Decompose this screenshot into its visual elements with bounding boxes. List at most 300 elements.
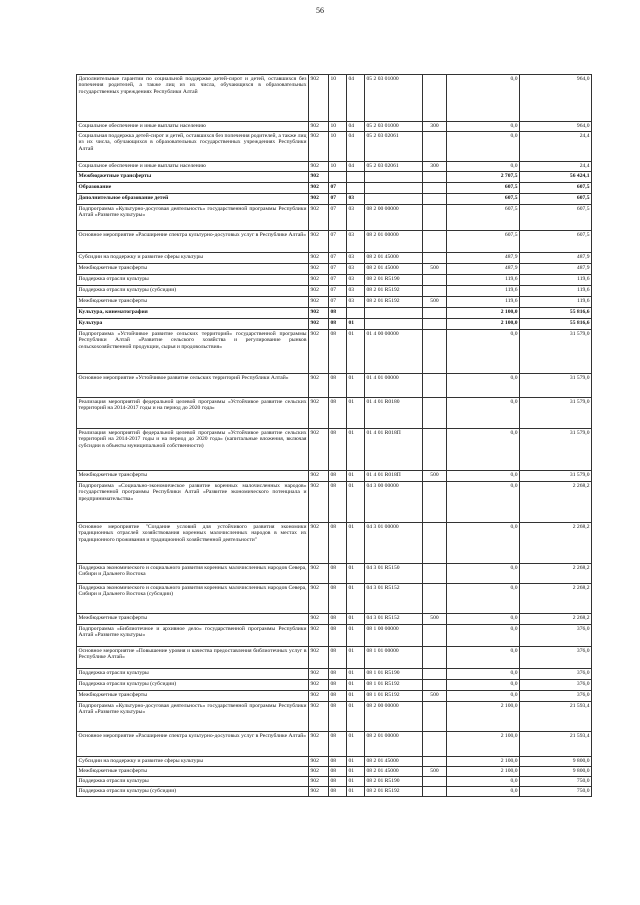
row-name: Межбюджетные трансферты xyxy=(77,172,309,183)
row-name: Субсидии на поддержку и развитие сферы культуры xyxy=(77,757,309,767)
row-pr: 01 xyxy=(347,777,365,787)
row-csr: 04 3 01 R5150 xyxy=(365,564,423,584)
row-amount-2: 607,5 xyxy=(520,205,592,231)
row-vr xyxy=(423,183,447,194)
row-ved: 902 xyxy=(309,275,329,286)
row-ved: 902 xyxy=(309,319,329,330)
row-amount-1: 0,0 xyxy=(447,669,520,680)
row-name: Межбюджетные трансферты xyxy=(77,767,309,777)
row-name: Поддержка экономического и социального развития коренных малочисленных народов Севера, Сибири и Дальнего Востока (субсидии) xyxy=(77,584,309,614)
row-pr: 01 xyxy=(347,691,365,702)
row-vr xyxy=(423,625,447,647)
row-amount-2: 21 593,4 xyxy=(520,732,592,757)
row-rz: 08 xyxy=(329,625,347,647)
row-rz: 07 xyxy=(329,231,347,253)
row-amount-1: 0,0 xyxy=(447,625,520,647)
row-name: Культура, кинематография xyxy=(77,308,309,319)
row-amount-1: 0,0 xyxy=(447,162,520,172)
row-rz: 07 xyxy=(329,264,347,275)
row-ved: 902 xyxy=(309,205,329,231)
row-pr: 01 xyxy=(347,471,365,482)
row-ved: 902 xyxy=(309,669,329,680)
table-row xyxy=(77,286,592,297)
row-rz: 08 xyxy=(329,308,347,319)
row-pr: 04 xyxy=(347,162,365,172)
row-amount-2: 2 268,2 xyxy=(520,584,592,614)
row-csr: 08 1 00 00000 xyxy=(365,625,423,647)
row-csr: 04 3 00 00000 xyxy=(365,482,423,523)
row-vr: 500 xyxy=(423,691,447,702)
row-ved: 902 xyxy=(309,523,329,564)
row-rz: 08 xyxy=(329,584,347,614)
row-csr: 08 2 01 R5192 xyxy=(365,297,423,308)
row-rz: 08 xyxy=(329,482,347,523)
row-csr: 05 2 03 02061 xyxy=(365,162,423,172)
row-rz: 08 xyxy=(329,398,347,429)
row-amount-2: 2 268,2 xyxy=(520,482,592,523)
row-name: Реализация мероприятий федеральной целевой программы «Устойчивое развитие сельских территорий на 2014-2017 годы и на период до 2020 года» xyxy=(77,398,309,429)
row-vr xyxy=(423,75,447,122)
row-csr: 08 1 01 R5192 xyxy=(365,680,423,691)
row-amount-1: 0,0 xyxy=(447,482,520,523)
row-amount-2: 31 579,0 xyxy=(520,330,592,374)
row-rz: 08 xyxy=(329,767,347,777)
row-amount-2: 964,0 xyxy=(520,75,592,122)
row-pr: 03 xyxy=(347,231,365,253)
table-row xyxy=(77,564,592,584)
table-row xyxy=(77,205,592,231)
row-name: Основное мероприятие «Повышение уровня и качества предоставления библиотечных услуг в Республике Алтай» xyxy=(77,647,309,669)
row-amount-2: 31 579,0 xyxy=(520,398,592,429)
row-csr: 05 2 03 02061 xyxy=(365,132,423,162)
row-pr: 03 xyxy=(347,286,365,297)
table-row xyxy=(77,471,592,482)
row-csr: 01 4 01 R0180 xyxy=(365,398,423,429)
table-row xyxy=(77,308,592,319)
row-vr xyxy=(423,482,447,523)
row-amount-1: 487,9 xyxy=(447,253,520,264)
row-amount-1: 2 100,0 xyxy=(447,732,520,757)
row-pr: 03 xyxy=(347,194,365,205)
row-csr: 08 2 01 R5190 xyxy=(365,777,423,787)
row-pr: 03 xyxy=(347,275,365,286)
row-pr: 01 xyxy=(347,330,365,374)
row-ved: 902 xyxy=(309,702,329,732)
row-vr xyxy=(423,757,447,767)
table-row xyxy=(77,669,592,680)
row-pr: 01 xyxy=(347,732,365,757)
row-amount-2: 376,0 xyxy=(520,691,592,702)
row-amount-2: 2 268,2 xyxy=(520,614,592,625)
row-name: Основное мероприятие "Создание условий для устойчивого развития экономики традиционных отраслей хозяйствования коренных малочисленных народов в местах их традиционного проживания и традиционной хозяйственной деятельности" xyxy=(77,523,309,564)
row-pr xyxy=(347,183,365,194)
row-rz: 10 xyxy=(329,162,347,172)
row-amount-1: 119,6 xyxy=(447,286,520,297)
row-name: Культура xyxy=(77,319,309,330)
row-amount-2: 119,6 xyxy=(520,275,592,286)
row-ved: 902 xyxy=(309,647,329,669)
row-amount-2: 119,6 xyxy=(520,286,592,297)
row-name: Поддержка отрасли культуры xyxy=(77,777,309,787)
page-number: 56 xyxy=(316,6,324,15)
row-amount-1: 0,0 xyxy=(447,330,520,374)
row-pr: 01 xyxy=(347,767,365,777)
row-vr xyxy=(423,286,447,297)
table-row xyxy=(77,319,592,330)
row-csr: 08 2 01 R5192 xyxy=(365,286,423,297)
row-amount-2: 9 800,0 xyxy=(520,757,592,767)
table-row xyxy=(77,297,592,308)
row-amount-2: 55 816,6 xyxy=(520,308,592,319)
row-pr: 03 xyxy=(347,253,365,264)
row-csr: 04 3 01 R5152 xyxy=(365,584,423,614)
row-csr: 08 2 00 00000 xyxy=(365,702,423,732)
row-pr: 01 xyxy=(347,614,365,625)
row-name: Подпрограмма «Устойчивое развитие сельских территорий» государственной программы Республики Алтай «Развитие сельского хозяйства и регулирование рынков сельскохозяйственной продукции, сырья и продовольствия» xyxy=(77,330,309,374)
row-name: Межбюджетные трансферты xyxy=(77,691,309,702)
row-pr: 01 xyxy=(347,625,365,647)
row-amount-1: 0,0 xyxy=(447,374,520,398)
row-vr: 500 xyxy=(423,614,447,625)
row-amount-2: 487,9 xyxy=(520,253,592,264)
row-vr: 500 xyxy=(423,767,447,777)
row-rz: 08 xyxy=(329,691,347,702)
row-amount-1: 0,0 xyxy=(447,584,520,614)
row-vr xyxy=(423,231,447,253)
row-name: Поддержка отрасли культуры xyxy=(77,275,309,286)
row-pr xyxy=(347,172,365,183)
table-row xyxy=(77,194,592,205)
row-amount-1: 0,0 xyxy=(447,680,520,691)
table-row xyxy=(77,264,592,275)
row-vr xyxy=(423,205,447,231)
table-row xyxy=(77,398,592,429)
row-ved: 902 xyxy=(309,584,329,614)
row-name: Подпрограмма «Культурно-досуговая деятельность» государственной программы Республики Алтай «Развитие культуры» xyxy=(77,702,309,732)
row-amount-1: 0,0 xyxy=(447,777,520,787)
row-rz: 08 xyxy=(329,732,347,757)
row-rz: 07 xyxy=(329,205,347,231)
row-name: Реализация мероприятий федеральной целевой программы «Устойчивое развитие сельских территорий на 2014-2017 годы и на период до 2020 года» (капитальные вложения, включая субсидии в объекты муниципальной собственности) xyxy=(77,429,309,471)
table-row xyxy=(77,429,592,471)
row-pr: 01 xyxy=(347,374,365,398)
row-rz: 07 xyxy=(329,253,347,264)
row-vr xyxy=(423,777,447,787)
row-amount-2: 24,4 xyxy=(520,162,592,172)
row-name: Образование xyxy=(77,183,309,194)
row-name: Межбюджетные трансферты xyxy=(77,297,309,308)
row-rz: 07 xyxy=(329,297,347,308)
table-row xyxy=(77,691,592,702)
row-csr: 08 2 01 45000 xyxy=(365,264,423,275)
row-pr: 01 xyxy=(347,757,365,767)
row-ved: 902 xyxy=(309,767,329,777)
row-rz: 08 xyxy=(329,702,347,732)
table-row xyxy=(77,122,592,132)
row-rz: 08 xyxy=(329,680,347,691)
row-rz: 08 xyxy=(329,614,347,625)
row-pr: 01 xyxy=(347,584,365,614)
row-vr: 500 xyxy=(423,297,447,308)
row-amount-1: 2 100,0 xyxy=(447,319,520,330)
row-rz: 07 xyxy=(329,194,347,205)
row-amount-1: 0,0 xyxy=(447,691,520,702)
table-row xyxy=(77,787,592,797)
row-ved: 902 xyxy=(309,194,329,205)
row-amount-2: 376,0 xyxy=(520,680,592,691)
row-amount-1: 0,0 xyxy=(447,471,520,482)
row-pr: 01 xyxy=(347,702,365,732)
row-pr: 01 xyxy=(347,647,365,669)
row-ved: 902 xyxy=(309,777,329,787)
row-name: Межбюджетные трансферты xyxy=(77,614,309,625)
table-row xyxy=(77,680,592,691)
row-vr xyxy=(423,253,447,264)
row-amount-2: 2 268,2 xyxy=(520,564,592,584)
row-vr xyxy=(423,132,447,162)
row-amount-1: 607,5 xyxy=(447,231,520,253)
row-ved: 902 xyxy=(309,374,329,398)
row-name: Подпрограмма «Библиотечное и архивное дело» государственной программы Республики Алтай «Развитие культуры» xyxy=(77,625,309,647)
row-csr: 08 2 01 00000 xyxy=(365,732,423,757)
row-amount-2: 55 816,6 xyxy=(520,319,592,330)
row-vr xyxy=(423,584,447,614)
row-amount-2: 607,5 xyxy=(520,183,592,194)
row-csr xyxy=(365,308,423,319)
table-row xyxy=(77,732,592,757)
row-csr: 01 4 00 00000 xyxy=(365,330,423,374)
row-name: Подпрограмма «Культурно-досуговая деятельность» государственной программы Республики Алтай «Развитие культуры» xyxy=(77,205,309,231)
row-vr xyxy=(423,374,447,398)
row-rz: 10 xyxy=(329,132,347,162)
row-vr xyxy=(423,680,447,691)
row-name: Основное мероприятие «Устойчивое развитие сельских территорий Республики Алтай» xyxy=(77,374,309,398)
row-vr xyxy=(423,330,447,374)
table-row xyxy=(77,172,592,183)
row-amount-2: 964,0 xyxy=(520,122,592,132)
row-csr: 08 2 01 45000 xyxy=(365,767,423,777)
row-name: Субсидии на поддержку и развитие сферы культуры xyxy=(77,253,309,264)
row-ved: 902 xyxy=(309,264,329,275)
row-amount-2: 31 579,0 xyxy=(520,471,592,482)
row-amount-2: 2 268,2 xyxy=(520,523,592,564)
row-csr: 05 2 03 01000 xyxy=(365,75,423,122)
row-vr: 500 xyxy=(423,264,447,275)
row-csr: 04 3 01 R5152 xyxy=(365,614,423,625)
row-amount-1: 119,6 xyxy=(447,275,520,286)
row-csr xyxy=(365,319,423,330)
row-ved: 902 xyxy=(309,787,329,797)
row-csr: 05 2 03 01000 xyxy=(365,122,423,132)
row-pr: 01 xyxy=(347,482,365,523)
table-row xyxy=(77,482,592,523)
row-pr: 03 xyxy=(347,297,365,308)
row-rz: 10 xyxy=(329,122,347,132)
row-name: Социальная поддержка детей-сирот и детей, оставшихся без попечения родителей, а также лиц из их числа, обучающихся в образовательных государственных учреждениях Республики Алтай xyxy=(77,132,309,162)
row-pr xyxy=(347,308,365,319)
row-name: Межбюджетные трансферты xyxy=(77,264,309,275)
row-rz: 08 xyxy=(329,374,347,398)
row-ved: 902 xyxy=(309,680,329,691)
row-amount-1: 607,5 xyxy=(447,205,520,231)
row-vr xyxy=(423,398,447,429)
row-ved: 902 xyxy=(309,625,329,647)
row-amount-1: 0,0 xyxy=(447,429,520,471)
table-row xyxy=(77,253,592,264)
table-row xyxy=(77,75,592,122)
row-amount-1: 607,5 xyxy=(447,183,520,194)
row-pr: 04 xyxy=(347,75,365,122)
row-amount-1: 487,9 xyxy=(447,264,520,275)
row-ved: 902 xyxy=(309,75,329,122)
row-vr xyxy=(423,702,447,732)
row-ved: 902 xyxy=(309,564,329,584)
row-vr xyxy=(423,172,447,183)
row-name: Поддержка отрасли культуры xyxy=(77,669,309,680)
row-amount-1: 2 100,0 xyxy=(447,702,520,732)
row-amount-2: 376,0 xyxy=(520,669,592,680)
row-vr xyxy=(423,732,447,757)
table-row xyxy=(77,647,592,669)
row-ved: 902 xyxy=(309,732,329,757)
row-amount-1: 2 100,0 xyxy=(447,757,520,767)
row-amount-2: 31 579,0 xyxy=(520,429,592,471)
row-vr: 300 xyxy=(423,162,447,172)
row-vr xyxy=(423,308,447,319)
row-vr: 500 xyxy=(423,471,447,482)
row-csr: 08 2 01 R5190 xyxy=(365,275,423,286)
row-amount-2: 607,5 xyxy=(520,194,592,205)
row-ved: 902 xyxy=(309,429,329,471)
row-vr xyxy=(423,647,447,669)
row-amount-2: 607,5 xyxy=(520,231,592,253)
row-amount-1: 2 100,0 xyxy=(447,308,520,319)
row-amount-2: 750,0 xyxy=(520,787,592,797)
row-vr: 300 xyxy=(423,122,447,132)
row-csr xyxy=(365,194,423,205)
row-name: Поддержка отрасли культуры (субсидии) xyxy=(77,787,309,797)
row-name: Основное мероприятие «Расширение спектра культурно-досуговых услуг в Республике Алтай» xyxy=(77,231,309,253)
row-rz: 07 xyxy=(329,275,347,286)
table-row xyxy=(77,584,592,614)
row-ved: 902 xyxy=(309,132,329,162)
table-row xyxy=(77,330,592,374)
table-row xyxy=(77,767,592,777)
row-csr: 04 3 01 00000 xyxy=(365,523,423,564)
row-vr xyxy=(423,669,447,680)
row-rz: 08 xyxy=(329,787,347,797)
row-ved: 902 xyxy=(309,482,329,523)
row-amount-2: 56 424,1 xyxy=(520,172,592,183)
row-name: Дополнительные гарантии по социальной поддержке детей-сирот и детей, оставшихся без попечения родителей, а также лиц из их числа, обучающихся в образовательных государственных учреждениях Республики Алтай xyxy=(77,75,309,122)
table-row xyxy=(77,275,592,286)
row-amount-1: 0,0 xyxy=(447,398,520,429)
row-rz xyxy=(329,172,347,183)
row-ved: 902 xyxy=(309,308,329,319)
row-rz: 10 xyxy=(329,75,347,122)
row-amount-1: 0,0 xyxy=(447,647,520,669)
row-pr: 04 xyxy=(347,132,365,162)
table-row xyxy=(77,757,592,767)
row-csr: 08 2 01 45000 xyxy=(365,757,423,767)
row-amount-1: 607,5 xyxy=(447,194,520,205)
row-amount-2: 9 800,0 xyxy=(520,767,592,777)
row-csr: 01 4 01 R018П xyxy=(365,471,423,482)
row-ved: 902 xyxy=(309,183,329,194)
row-vr xyxy=(423,787,447,797)
row-pr: 01 xyxy=(347,669,365,680)
row-name: Поддержка экономического и социального развития коренных малочисленных народов Севера, Сибири и Дальнего Востока xyxy=(77,564,309,584)
table-row xyxy=(77,183,592,194)
row-pr: 04 xyxy=(347,122,365,132)
row-csr xyxy=(365,172,423,183)
row-vr xyxy=(423,564,447,584)
row-pr: 03 xyxy=(347,205,365,231)
row-name: Социальное обеспечение и иные выплаты населению xyxy=(77,122,309,132)
row-vr xyxy=(423,275,447,286)
row-csr: 08 2 01 00000 xyxy=(365,231,423,253)
row-amount-2: 750,0 xyxy=(520,777,592,787)
table-row xyxy=(77,374,592,398)
row-ved: 902 xyxy=(309,330,329,374)
row-rz: 07 xyxy=(329,286,347,297)
row-ved: 902 xyxy=(309,757,329,767)
row-amount-2: 119,6 xyxy=(520,297,592,308)
row-csr xyxy=(365,183,423,194)
table-row xyxy=(77,132,592,162)
table-row xyxy=(77,162,592,172)
row-amount-1: 0,0 xyxy=(447,132,520,162)
row-ved: 902 xyxy=(309,471,329,482)
row-name: Поддержка отрасли культуры (субсидии) xyxy=(77,286,309,297)
row-rz: 08 xyxy=(329,523,347,564)
row-rz: 08 xyxy=(329,757,347,767)
row-pr: 01 xyxy=(347,564,365,584)
row-ved: 902 xyxy=(309,172,329,183)
row-vr xyxy=(423,429,447,471)
row-ved: 902 xyxy=(309,231,329,253)
row-name: Основное мероприятие «Расширение спектра культурно-досуговых услуг в Республике Алтай» xyxy=(77,732,309,757)
budget-table xyxy=(76,74,592,797)
row-ved: 902 xyxy=(309,398,329,429)
row-amount-2: 24,4 xyxy=(520,132,592,162)
row-pr: 01 xyxy=(347,523,365,564)
row-ved: 902 xyxy=(309,286,329,297)
row-amount-1: 2 707,5 xyxy=(447,172,520,183)
row-vr xyxy=(423,523,447,564)
table-row xyxy=(77,614,592,625)
row-name: Дополнительное образование детей xyxy=(77,194,309,205)
row-rz: 08 xyxy=(329,777,347,787)
row-rz: 08 xyxy=(329,669,347,680)
row-pr: 01 xyxy=(347,429,365,471)
row-vr xyxy=(423,319,447,330)
row-rz: 08 xyxy=(329,647,347,669)
row-ved: 902 xyxy=(309,162,329,172)
row-ved: 902 xyxy=(309,297,329,308)
row-csr: 08 1 01 00000 xyxy=(365,647,423,669)
row-amount-1: 0,0 xyxy=(447,564,520,584)
table-row xyxy=(77,523,592,564)
row-rz: 08 xyxy=(329,564,347,584)
row-pr: 03 xyxy=(347,264,365,275)
row-name: Поддержка отрасли культуры (субсидии) xyxy=(77,680,309,691)
table-row xyxy=(77,231,592,253)
row-ved: 902 xyxy=(309,253,329,264)
row-amount-2: 376,0 xyxy=(520,625,592,647)
row-csr: 01 4 01 R018П xyxy=(365,429,423,471)
table-row xyxy=(77,777,592,787)
